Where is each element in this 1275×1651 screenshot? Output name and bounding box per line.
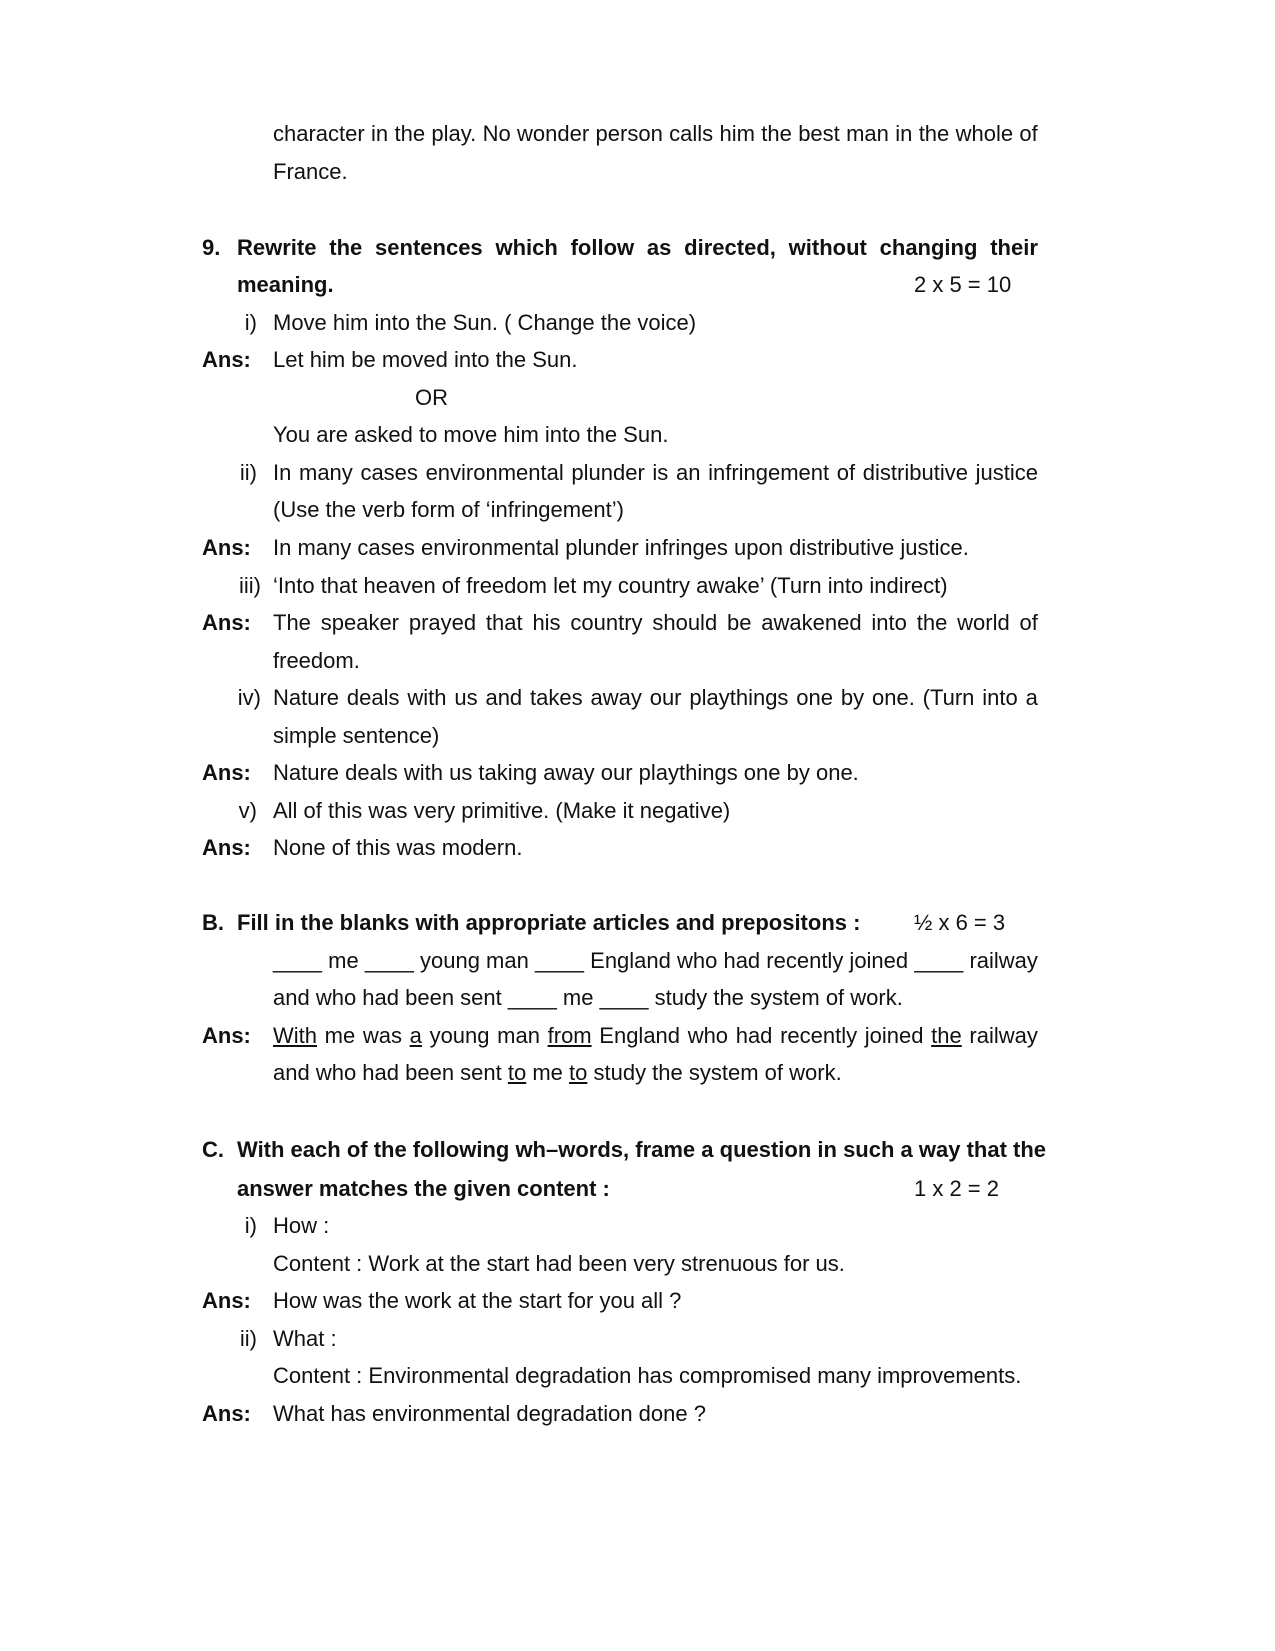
word: With	[273, 1023, 317, 1048]
qB-passage-line-1	[273, 948, 1038, 974]
q9-item-iii-label: iii)	[239, 573, 261, 598]
q9-ans-i-or: OR	[415, 385, 448, 410]
q9-ans-iii-line-2: freedom.	[273, 648, 360, 673]
qC-item-ii-word: What :	[273, 1326, 337, 1351]
qB-passage-line-2: and who had been sent ____ me ____ study the system of work.	[273, 985, 903, 1010]
word: ____	[364, 948, 414, 973]
word: world	[957, 610, 1010, 635]
q9-ans-v-text: None of this was modern.	[273, 835, 523, 860]
word: The	[273, 610, 311, 635]
q9-item-ii-line-2: (Use the verb form of ‘infringement’)	[273, 497, 624, 522]
word: away	[590, 685, 642, 710]
qC-item-ii-label: ii)	[239, 1326, 257, 1351]
word: prayed	[408, 610, 477, 635]
word: Nature	[273, 685, 340, 710]
q9-ans-iv-text: Nature deals with us taking away our playthings one by one.	[273, 760, 859, 785]
word: with	[407, 685, 447, 710]
qB-answer-line-1	[273, 1023, 1038, 1049]
word: us	[454, 685, 478, 710]
word: me	[324, 1023, 356, 1048]
word: who	[687, 1023, 729, 1048]
word: man	[497, 1023, 540, 1048]
word: railway	[969, 948, 1038, 973]
q9-item-iv-label: iv)	[237, 685, 261, 710]
word: Rewrite	[237, 235, 317, 260]
word: me	[328, 948, 359, 973]
qC-item-ii-content: Content : Environmental degradation has compromised many improvements.	[273, 1363, 1022, 1388]
word: speaker	[320, 610, 400, 635]
word: many	[299, 460, 353, 485]
continuation-line-2: France.	[273, 159, 348, 184]
word: ____	[914, 948, 964, 973]
word: (Turn	[922, 685, 975, 710]
word: the	[918, 121, 950, 146]
q9-item-v-text: All of this was very primitive. (Make it negative)	[273, 798, 731, 823]
q9-ans-i-label: Ans:	[202, 347, 251, 372]
word: country	[570, 610, 643, 635]
word: which	[495, 235, 558, 260]
word: best	[798, 121, 840, 146]
q9-ans-i-text: Let him be moved into the Sun.	[273, 347, 578, 372]
word: that	[485, 610, 523, 635]
word: infringement	[708, 460, 830, 485]
qC-item-i-word: How :	[273, 1213, 330, 1238]
qB-marks: ½ x 6 = 3	[914, 910, 1006, 935]
q9-item-i-text: Move him into the Sun. ( Change the voice)	[273, 310, 697, 335]
q9-item-iii-text: ‘Into that heaven of freedom let my country awake’ (Turn into indirect)	[273, 573, 948, 598]
word: England who had recently joined	[590, 948, 909, 973]
word: railway	[969, 1023, 1038, 1048]
qC-heading-line-2: answer matches the given content :	[237, 1176, 610, 1201]
q9-ans-ii-text: In many cases environmental plunder infringes upon distributive justice.	[273, 535, 969, 560]
qC-ans-i-label: Ans:	[202, 1288, 251, 1313]
word: environmental	[425, 460, 564, 485]
q9-heading-line-1	[237, 235, 1038, 261]
word: directed,	[684, 235, 776, 260]
word: In	[273, 460, 292, 485]
word: in	[371, 121, 389, 146]
word: wonder	[517, 121, 590, 146]
q9-item-iv-line-1	[273, 685, 1038, 711]
q9-item-ii-line-1	[273, 460, 1038, 486]
word: an	[675, 460, 701, 485]
word: ____	[535, 948, 584, 973]
q9-item-v-label: v)	[238, 798, 257, 823]
word: a	[1025, 685, 1038, 710]
word: the	[931, 1023, 962, 1048]
word: follow	[570, 235, 635, 260]
q9-heading-line-2: meaning.	[237, 272, 334, 297]
word: England	[599, 1023, 681, 1048]
qC-ans-ii-label: Ans:	[202, 1401, 251, 1426]
filled-blank: to	[569, 1060, 588, 1085]
qC-ans-i-text: How was the work at the start for you all ?	[273, 1288, 682, 1313]
text-segment: and who had been sent	[273, 1060, 508, 1085]
qC-heading-line-1: With each of the following wh–words, frame a question in such a way that the	[237, 1137, 1047, 1162]
word: changing	[879, 235, 978, 260]
word: without	[788, 235, 867, 260]
word: ____	[273, 948, 322, 973]
word: into	[871, 610, 907, 635]
word: character	[273, 121, 365, 146]
word: from	[547, 1023, 592, 1048]
word: playthings	[689, 685, 789, 710]
word: the	[394, 121, 426, 146]
word: one	[796, 685, 834, 710]
word: cases	[360, 460, 418, 485]
word: man	[846, 121, 889, 146]
continuation-line-1	[273, 121, 1038, 147]
word: recently	[780, 1023, 858, 1048]
word: one.	[871, 685, 915, 710]
word: the	[761, 121, 792, 146]
q9-item-iv-line-2: simple sentence)	[273, 723, 440, 748]
word: by	[840, 685, 865, 710]
word: a	[409, 1023, 422, 1048]
word: should	[652, 610, 718, 635]
q9-ans-v-label: Ans:	[202, 835, 251, 860]
word: into	[982, 685, 1018, 710]
word: be	[727, 610, 752, 635]
qB-heading: Fill in the blanks with appropriate articles and prepositons :	[237, 910, 861, 935]
word: the	[916, 610, 948, 635]
word: young man	[419, 948, 529, 973]
word: sentences	[375, 235, 483, 260]
word: was	[362, 1023, 402, 1048]
word: justice	[975, 460, 1038, 485]
word: the	[329, 235, 363, 260]
qC-marks: 1 x 2 = 2	[914, 1176, 1000, 1201]
word: and	[485, 685, 523, 710]
word: his	[532, 610, 561, 635]
word: had	[735, 1023, 773, 1048]
word: as	[646, 235, 672, 260]
text-segment: me	[526, 1060, 570, 1085]
word: their	[990, 235, 1038, 260]
word: plunder	[571, 460, 645, 485]
q9-ans-iii-label: Ans:	[202, 610, 251, 635]
q9-item-ii-label: ii)	[239, 460, 257, 485]
word: No	[482, 121, 511, 146]
text-segment: study the system of work.	[587, 1060, 842, 1085]
word: him	[719, 121, 755, 146]
word: takes	[530, 685, 583, 710]
q9-number: 9.	[202, 235, 221, 260]
word: whole	[955, 121, 1014, 146]
word: in	[895, 121, 913, 146]
word: young	[429, 1023, 490, 1048]
q9-ans-iii-line-1	[273, 610, 1038, 636]
word: distributive	[862, 460, 968, 485]
word: awakened	[761, 610, 862, 635]
qC-item-i-label: i)	[244, 1213, 257, 1238]
word: our	[649, 685, 682, 710]
q9-item-i-label: i)	[244, 310, 257, 335]
qC-item-i-content: Content : Work at the start had been very strenuous for us.	[273, 1251, 845, 1276]
qB-answer-line-2	[273, 1060, 842, 1086]
filled-blank: to	[507, 1060, 527, 1085]
word: calls	[669, 121, 714, 146]
q9-ans-iv-label: Ans:	[202, 760, 251, 785]
word: play.	[431, 121, 477, 146]
word: of	[1019, 610, 1038, 635]
word: person	[595, 121, 663, 146]
word: joined	[864, 1023, 924, 1048]
word: of	[836, 460, 856, 485]
word: is	[652, 460, 669, 485]
qC-number: C.	[202, 1137, 224, 1162]
q9-marks: 2 x 5 = 10	[914, 272, 1012, 297]
q9-ans-i-alt: You are asked to move him into the Sun.	[273, 422, 669, 447]
word: deals	[346, 685, 400, 710]
qB-number: B.	[202, 910, 224, 935]
q9-ans-ii-label: Ans:	[202, 535, 251, 560]
qC-ans-ii-text: What has environmental degradation done ?	[273, 1401, 706, 1426]
qB-answer-label: Ans:	[202, 1023, 251, 1048]
word: of	[1019, 121, 1038, 146]
